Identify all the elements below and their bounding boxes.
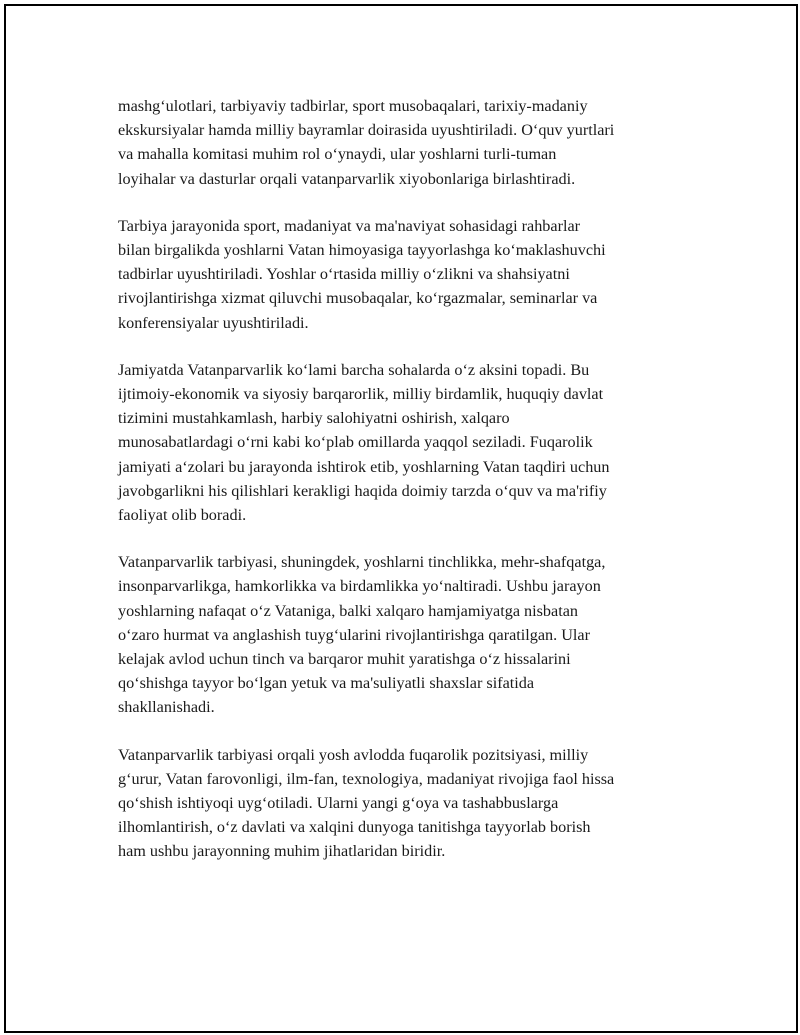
text-line: Vatanparvarlik tarbiyasi orqali yosh avlodda fuqarolik pozitsiyasi, milliy <box>118 745 589 764</box>
paragraph-4 <box>118 550 702 719</box>
paragraph-1 <box>118 94 702 191</box>
text-line: tizimini mustahkamlash, harbiy salohiyatni oshirish, xalqaro <box>118 409 510 428</box>
paragraph-5 <box>118 743 702 864</box>
text-line: tadbirlar uyushtiriladi. Yoshlar o‘rtasida milliy o‘zlikni va shahsiyatni <box>118 265 570 284</box>
text-line: jamiyati a‘zolari bu jarayonda ishtirok etib, yoshlarning Vatan taqdiri uchun <box>118 457 610 476</box>
text-line: rivojlantirishga xizmat qiluvchi musobaqalar, ko‘rgazmalar, seminarlar va <box>118 289 598 308</box>
text-line: Vatanparvarlik tarbiyasi, shuningdek, yoshlarni tinchlikka, mehr-shafqatga, <box>118 553 606 572</box>
text-line: qo‘shish ishtiyoqi uyg‘otiladi. Ularni yangi g‘oya va tashabbuslarga <box>118 794 559 813</box>
text-line: qo‘shishga tayyor bo‘lgan yetuk va ma'suliyatli shaxslar sifatida <box>118 674 535 693</box>
text-line: g‘urur, Vatan farovonligi, ilm-fan, texnologiya, madaniyat rivojiga faol hissa <box>118 769 615 788</box>
text-line: bilan birgalikda yoshlarni Vatan himoyasiga tayyorlashga ko‘maklashuvchi <box>118 241 606 260</box>
text-line: insonparvarlikga, hamkorlikka va birdamlikka yo‘naltiradi. Ushbu jarayon <box>118 577 601 596</box>
text-line: mashg‘ulotlari, tarbiyaviy tadbirlar, sport musobaqalari, tarixiy-madaniy <box>118 97 588 115</box>
text-line: ijtimoiy-ekonomik va siyosiy barqarorlik, milliy birdamlik, huquqiy davlat <box>118 385 604 404</box>
text-line: Jamiyatda Vatanparvarlik ko‘lami barcha sohalarda o‘z aksini topadi. Bu <box>118 360 590 379</box>
text-line: munosabatlardagi o‘rni kabi ko‘plab omillarda yaqqol seziladi. Fuqarolik <box>118 433 593 452</box>
text-line: faoliyat olib boradi. <box>118 506 247 525</box>
text-line: ham ushbu jarayonning muhim jihatlaridan biridir. <box>118 842 446 861</box>
text-line: konferensiyalar uyushtiriladi. <box>118 313 309 332</box>
text-line: loyihalar va dasturlar orqali vatanparvarlik xiyobonlariga birlashtiradi. <box>118 169 576 188</box>
page-frame <box>4 4 798 1033</box>
text-line: ilhomlantirish, o‘z davlati va xalqini dunyoga tanitishga tayyorlab borish <box>118 818 591 837</box>
text-line: yoshlarning nafaqat o‘z Vataniga, balki xalqaro hamjamiyatga nisbatan <box>118 601 578 620</box>
text-line: kelajak avlod uchun tinch va barqaror muhit yaratishga o‘z hissalarini <box>118 650 571 669</box>
text-line: ekskursiyalar hamda milliy bayramlar doirasida uyushtiriladi. O‘quv yurtlari <box>118 121 615 140</box>
paragraph-3 <box>118 358 702 527</box>
paragraph-2 <box>118 214 702 335</box>
text-line: shakllanishadi. <box>118 698 215 717</box>
text-line: javobgarlikni his qilishlari kerakligi haqida doimiy tarzda o‘quv va ma'rifiy <box>118 481 607 500</box>
document-body <box>118 94 702 887</box>
text-line: Tarbiya jarayonida sport, madaniyat va ma'naviyat sohasidagi rahbarlar <box>118 216 581 235</box>
text-line: o‘zaro hurmat va anglashish tuyg‘ularini rivojlantirishga qaratilgan. Ular <box>118 625 590 644</box>
text-line: va mahalla komitasi muhim rol o‘ynaydi, ular yoshlarni turli-tuman <box>118 145 557 164</box>
